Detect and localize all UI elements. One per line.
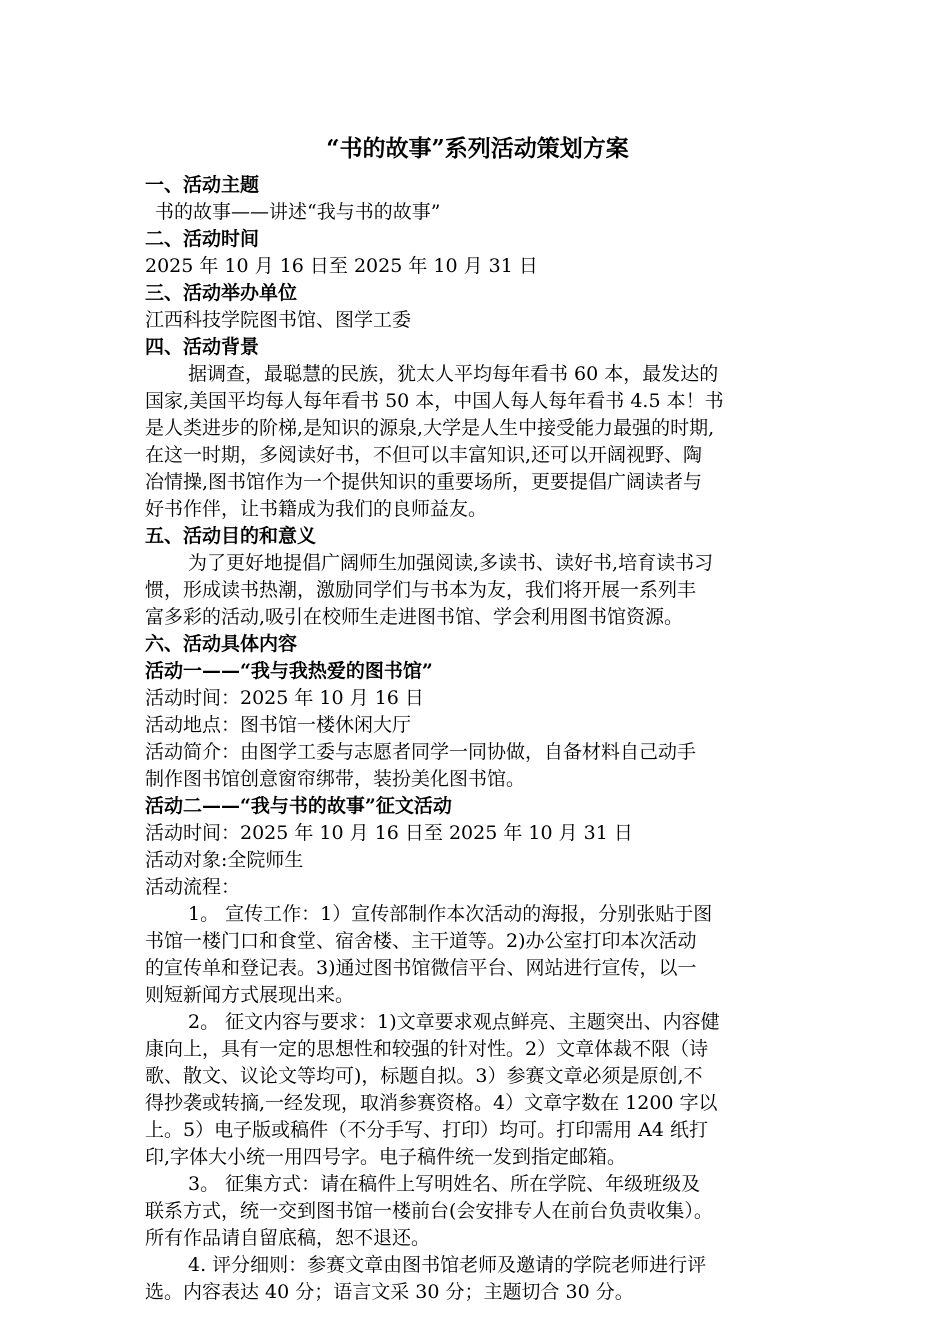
- background-line: 好书作伴，让书籍成为我们的良师益友。: [145, 498, 488, 520]
- activity-one-heading: 活动一——“我与我热爱的图书馆”: [145, 660, 433, 682]
- activity-one-place: 活动地点：图书馆一楼休闲大厅: [145, 714, 412, 736]
- activity-two-time: 活动时间：2025 年 10 月 16 日至 2025 年 10 月 31 日: [145, 822, 633, 844]
- activity-two-target: 活动对象:全院师生: [145, 849, 304, 871]
- purpose-line: 惯，形成读书热潮，激励同学们与书本为友，我们将开展一系列丰: [145, 579, 697, 601]
- background-line: 据调查，最聪慧的民族，犹太人平均每年看书 60 本，最发达的: [188, 363, 719, 385]
- section-heading-organizer: 三、活动举办单位: [145, 282, 298, 304]
- background-line: 是人类进步的阶梯,是知识的源泉,大学是人生中接受能力最强的时期,: [145, 417, 715, 439]
- process-step-4: 选。内容表达 40 分；语言文采 30 分；主题切合 30 分。: [145, 1281, 634, 1303]
- activity-one-intro: 制作图书馆创意窗帘绑带，装扮美化图书馆。: [145, 768, 526, 790]
- document-title: “书的故事”系列活动策划方案: [326, 135, 629, 162]
- theme-text: 书的故事——讲述“我与书的故事”: [155, 201, 441, 223]
- activity-one-intro: 活动简介：由图学工委与志愿者同学一同协做，自备材料自己动手: [145, 741, 697, 763]
- organizer-text: 江西科技学院图书馆、图学工委: [145, 309, 412, 331]
- section-heading-time: 二、活动时间: [145, 228, 260, 250]
- process-step-4: 4. 评分细则：参赛文章由图书馆老师及邀请的学院老师进行评: [188, 1254, 707, 1276]
- process-step-2: 歌、散文、议论文等均可)，标题自拟。3）参赛文章必须是原创,不: [145, 1065, 703, 1087]
- activity-two-heading: 活动二——“我与书的故事”征文活动: [145, 795, 452, 817]
- section-heading-theme: 一、活动主题: [145, 174, 260, 196]
- purpose-line: 为了更好地提倡广阔师生加强阅读,多读书、读好书,培育读书习: [188, 552, 714, 574]
- process-step-3: 所有作品请自留底稿，恕不退还。: [145, 1227, 431, 1249]
- section-heading-purpose: 五、活动目的和意义: [145, 525, 317, 547]
- process-step-2: 得抄袭或转摘,一经发现，取消参赛资格。4）文章字数在 1200 字以: [145, 1092, 718, 1114]
- section-heading-background: 四、活动背景: [145, 336, 260, 358]
- process-step-2: 上。5）电子版或稿件（不分手写、打印）均可。打印需用 A4 纸打: [145, 1119, 708, 1141]
- activity-one-time: 活动时间：2025 年 10 月 16 日: [145, 687, 424, 709]
- process-step-3: 联系方式，统一交到图书馆一楼前台(会安排专人在前台负责收集）。: [145, 1200, 713, 1222]
- time-text: 2025 年 10 月 16 日至 2025 年 10 月 31 日: [145, 255, 538, 277]
- process-step-2: 印,字体大小统一用四号字。电子稿件统一发到指定邮箱。: [145, 1146, 627, 1168]
- background-line: 冶情操,图书馆作为一个提供知识的重要场所，更要提倡广阔读者与: [145, 471, 703, 493]
- process-step-3: 3。 征集方式：请在稿件上写明姓名、所在学院、年级班级及: [188, 1173, 701, 1195]
- background-line: 国家,美国平均每人每年看书 50 本，中国人每人每年看书 4.5 本！书: [145, 390, 724, 412]
- purpose-line: 富多彩的活动,吸引在校师生走进图书馆、学会利用图书馆资源。: [145, 606, 684, 628]
- process-step-1: 1。 宣传工作：1）宣传部制作本次活动的海报，分别张贴于图: [188, 903, 713, 925]
- section-heading-content: 六、活动具体内容: [145, 633, 298, 655]
- process-step-1: 书馆一楼门口和食堂、宿舍楼、主干道等。2)办公室打印本次活动: [145, 930, 697, 952]
- document-body: [145, 172, 810, 1306]
- activity-two-process-label: 活动流程：: [145, 876, 241, 898]
- background-line: 在这一时期，多阅读好书，不但可以丰富知识,还可以开阔视野、陶: [145, 444, 703, 466]
- process-step-2: 2。 征文内容与要求：1)文章要求观点鲜亮、主题突出、内容健: [188, 1011, 720, 1033]
- process-step-2: 康向上，具有一定的思想性和较强的针对性。2）文章体裁不限（诗: [145, 1038, 709, 1060]
- process-step-1: 的宣传单和登记表。3)通过图书馆微信平台、网站进行宣传，以一: [145, 957, 697, 979]
- process-step-1: 则短新闻方式展现出来。: [145, 984, 355, 1006]
